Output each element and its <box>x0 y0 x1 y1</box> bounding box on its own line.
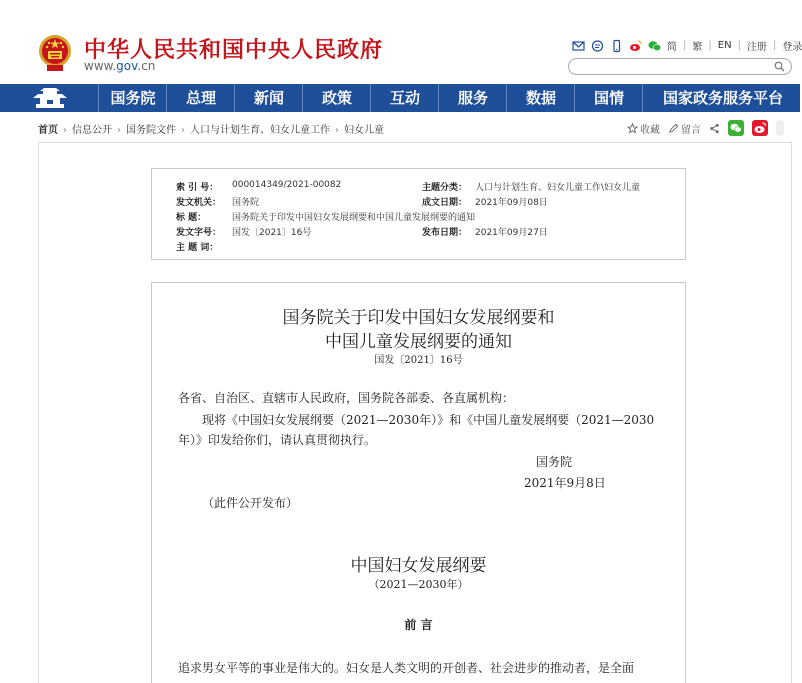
wechat-share-button[interactable] <box>728 120 744 136</box>
doc-section-title: 中国妇女发展纲要 <box>350 556 487 576</box>
doc-title-line2: 中国儿童发展纲要的通知 <box>325 332 512 352</box>
nav-item-data[interactable]: 数据 <box>506 84 575 112</box>
meta-topic-label: 主题分类： <box>422 183 468 193</box>
weibo-icon <box>752 120 768 136</box>
breadcrumb-arrow: › <box>63 125 67 136</box>
doc-first-paragraph: 追求男女平等的事业是伟大的。妇女是人类文明的开创者、社会进步的推动者，是全面 <box>178 661 635 675</box>
breadcrumb <box>38 121 384 136</box>
breadcrumb-women-children[interactable]: 妇女儿童 <box>344 125 384 136</box>
comment-button[interactable] <box>668 121 701 136</box>
separator: | <box>708 40 712 51</box>
separator: | <box>772 40 777 51</box>
mail-icon[interactable] <box>572 40 585 52</box>
lang-english[interactable]: EN <box>717 40 732 51</box>
doc-signatory: 国务院 <box>536 455 573 469</box>
doc-sign-date: 2021年9月8日 <box>524 476 606 490</box>
breadcrumb-home[interactable]: 首页 <box>38 125 58 136</box>
meta-docno-label: 发文字号： <box>176 228 222 238</box>
search-icon[interactable] <box>774 61 785 72</box>
meta-issuer-label: 发文机关： <box>176 198 222 208</box>
site-header <box>0 0 800 84</box>
nav-item-services[interactable]: 服务 <box>438 84 507 112</box>
search-input[interactable] <box>568 58 792 75</box>
register-link[interactable]: 注册 <box>746 42 767 53</box>
meta-title-label: 标 题： <box>176 213 207 223</box>
nav-item-policy[interactable]: 政策 <box>302 84 371 112</box>
meta-publish-value: 2021年09月27日 <box>475 228 548 238</box>
site-url-suffix: .cn <box>137 59 156 73</box>
doc-title-line1: 国务院关于印发中国妇女发展纲要和 <box>282 308 555 328</box>
site-title[interactable]: 中华人民共和国中央人民政府 <box>84 37 384 63</box>
breadcrumb-arrow: › <box>335 125 339 136</box>
doc-section-period: （2021—2030年） <box>368 578 469 591</box>
meta-topic-value: 人口与计划生育、妇女儿童工作\妇女儿童 <box>475 183 641 193</box>
comment-label: 留言 <box>681 124 701 136</box>
lang-traditional[interactable]: 繁 <box>692 42 703 53</box>
meta-title-value: 国务院关于印发中国妇女发展纲要和中国儿童发展纲要的通知 <box>232 213 476 223</box>
tiananmen-icon <box>0 84 98 112</box>
share-icon[interactable] <box>709 123 720 134</box>
article-actions <box>627 120 784 136</box>
separator: | <box>683 40 687 51</box>
nav-item-national-situation[interactable]: 国情 <box>574 84 643 112</box>
breadcrumb-population-women-children[interactable]: 人口与计划生育、妇女儿童工作 <box>190 125 330 136</box>
doc-public-note: （此件公开发布） <box>202 496 299 510</box>
wechat-icon <box>728 120 744 136</box>
meta-written-value: 2021年09月08日 <box>475 198 548 208</box>
nav-home[interactable] <box>0 84 98 112</box>
separator: | <box>737 40 741 51</box>
document-meta-table <box>151 168 686 260</box>
meta-docno-value: 国发〔2021〕16号 <box>232 228 312 238</box>
pencil-icon <box>668 123 679 134</box>
meta-publish-label: 发布日期： <box>422 228 468 238</box>
meta-index-label: 索 引 号： <box>176 183 219 193</box>
favorite-label: 收藏 <box>640 124 660 136</box>
breadcrumb-state-council-docs[interactable]: 国务院文件 <box>126 125 176 136</box>
more-share-button[interactable] <box>776 120 784 136</box>
star-icon <box>627 123 638 134</box>
weibo-icon[interactable] <box>629 40 642 52</box>
site-url[interactable] <box>84 59 155 73</box>
doc-number: 国发〔2021〕16号 <box>374 355 463 366</box>
meta-issuer-value: 国务院 <box>232 198 260 208</box>
doc-body-line2: 年）》印发给你们，请认真贯彻执行。 <box>178 433 377 447</box>
mobile-icon[interactable] <box>610 40 623 52</box>
national-emblem-icon[interactable] <box>38 34 72 72</box>
nav-item-gov-service-platform[interactable]: 国家政务服务平台 <box>642 84 800 112</box>
nav-item-news[interactable]: 新闻 <box>234 84 303 112</box>
doc-salutation: 各省、自治区、直辖市人民政府，国务院各部委、各直属机构： <box>178 391 515 405</box>
lang-simplified[interactable]: 简 <box>667 42 677 53</box>
meta-keywords-label: 主 题 词： <box>176 243 219 253</box>
weibo-share-button[interactable] <box>752 120 768 136</box>
breadcrumb-arrow: › <box>181 125 185 136</box>
login-link[interactable]: 登录 <box>782 42 802 53</box>
meta-index-value: 000014349/2021-00082 <box>232 180 342 190</box>
breadcrumb-arrow: › <box>117 125 121 136</box>
message-icon[interactable] <box>591 40 604 52</box>
meta-written-label: 成文日期： <box>422 198 468 208</box>
doc-body-line1: 现将《中国妇女发展纲要（2021—2030年）》和《中国儿童发展纲要（2021—2030 <box>202 413 655 427</box>
site-url-prefix: www. <box>84 59 117 73</box>
favorite-button[interactable] <box>627 121 660 136</box>
site-url-brand: gov <box>116 59 138 73</box>
top-links <box>572 38 802 53</box>
nav-item-premier[interactable]: 总理 <box>166 84 235 112</box>
doc-preface-heading: 前 言 <box>404 618 433 632</box>
nav-item-interaction[interactable]: 互动 <box>370 84 439 112</box>
document-body <box>151 282 686 683</box>
breadcrumb-info-public[interactable]: 信息公开 <box>72 125 112 136</box>
wechat-icon[interactable] <box>648 40 661 52</box>
nav-item-guowuyuan[interactable]: 国务院 <box>98 84 167 112</box>
main-nav <box>0 84 800 112</box>
